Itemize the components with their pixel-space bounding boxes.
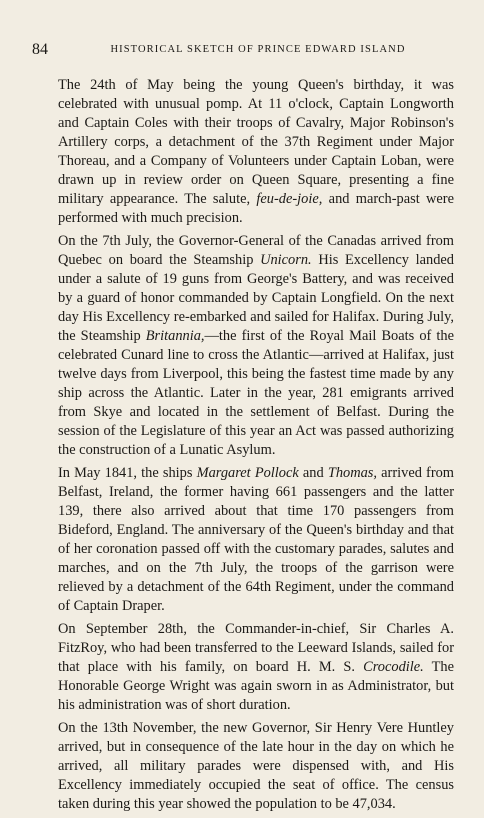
text-run: In May 1841, the ships <box>58 465 197 481</box>
page-number: 84 <box>32 41 48 58</box>
text-run: On the 7th July, the Governor-General of the Canadas arrived from Quebec on board the Steamship <box>58 233 454 268</box>
page-header <box>32 41 456 61</box>
text-run: The 24th of May being the young Queen's birthday, it was celebrated with unusual pomp. At 11 o'clock, Captain Longworth and Captain Coles with their troops of Cavalry, Major Robinson's Artillery corps, a detachment of the 37th Regiment under Major Thoreau, and a Company of Volunteers under Captain Loban, were drawn up in review order on Queen Square, presenting a fine military appearance. The salute, <box>58 77 454 207</box>
text-run: On September 28th, the Commander-in-chief, Sir Charles A. FitzRoy, who had been transferred to the Leeward Islands, sailed for that place with his family, on board H. M. S. <box>58 621 454 675</box>
italic-text: Margaret Pollock <box>196 465 299 481</box>
text-run: His Excellency landed under a salute of 19 guns from George's Battery, and was received by a guard of honor commanded by Captain Longfield. On the next day His Excellency re-embarked and sailed for Halifax. During July, the Steamship <box>58 252 454 344</box>
text-run: On the 13th November, the new Governor, Sir Henry Vere Huntley arrived, but in consequence of the late hour in the day on which he arrived, all military parades were dispensed with, and His Excellency immediately occupied the seat of office. The census taken during this year showed the population to be 47,034. <box>58 720 454 812</box>
running-head: HISTORICAL SKETCH OF PRINCE EDWARD ISLAND <box>110 44 406 55</box>
italic-text: Unicorn. <box>260 252 312 268</box>
italic-text: Thomas, <box>327 465 378 481</box>
italic-text: Crocodile. <box>363 659 424 675</box>
paragraph <box>58 620 454 715</box>
text-run: —the first of the Royal Mail Boats of the celebrated Cunard line to cross the Atlantic—arrived at Halifax, just twelve days from Liverpool, this being the fastest time made by any ship across the Atlantic. Later in the year, 281 emigrants arrived from Skye and located in the settlement of Belfast. During the session of the Legislature of this year an Act was passed authorizing the construction of a Lunatic Asylum. <box>58 328 454 458</box>
paragraph <box>58 464 454 616</box>
body-text <box>58 76 454 818</box>
italic-text: feu-de-joie, <box>256 191 323 207</box>
text-run: and march-past were performed with much precision. <box>58 191 454 226</box>
paragraph <box>58 76 454 228</box>
italic-text: Britannia, <box>145 328 205 344</box>
text-run: and <box>298 465 328 481</box>
text-run: The Honorable George Wright was again sworn in as Administrator, but his administration was of short duration. <box>58 659 455 713</box>
paragraph <box>58 232 454 460</box>
text-run: arrived from Belfast, Ireland, the former having 661 passengers and the latter 139, there also arrived about that time 170 passengers from Bideford, England. The anniversary of the Queen's birthday and that of her coronation passed off with the customary parades, salutes and marches, and on the 7th July, the troops of the garrison were relieved by a detachment of the 64th Regiment, under the command of Captain Draper. <box>58 465 455 614</box>
